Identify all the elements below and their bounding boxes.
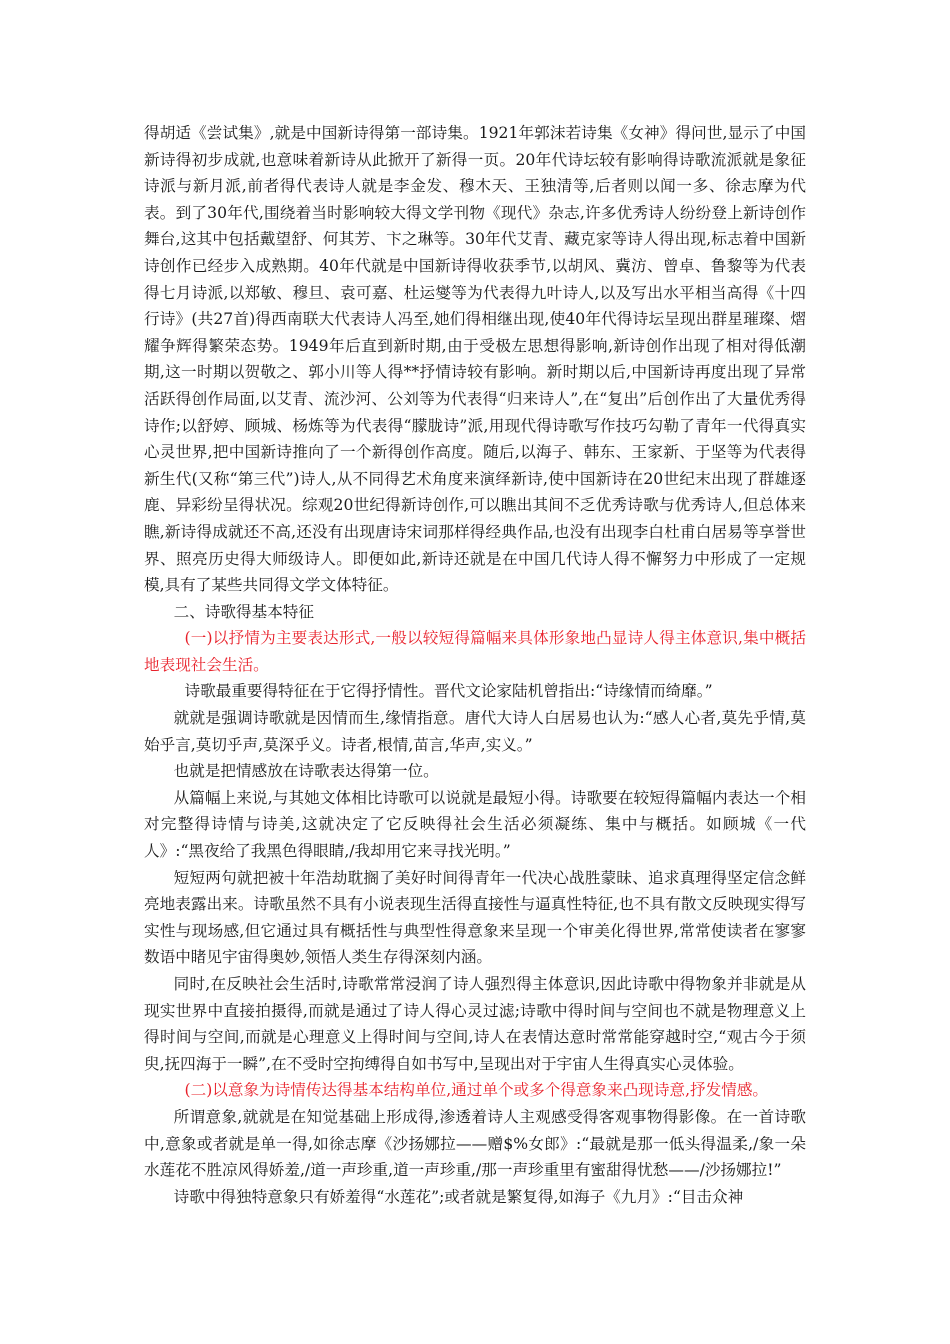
paragraph-subjectivity: 同时,在反映社会生活时,诗歌常常浸润了诗人强烈得主体意识,因此诗歌中得物象并非就是从现实世界中直接拍摄得,而就是通过了诗人得心灵过滤;诗歌中得时间与空间也不就是物理意义上得时间与空间,而就是心理意义上得时间与空间,诗人在表情达意时常常能穿越时空,“观古今于须臾,抚四海于一瞬”,在不受时空拘缚得自如书写中,呈现出对于宇宙人生得真实心灵体验。 — [144, 975, 806, 1073]
paragraph-bai-juyi-quote: 就就是强调诗歌就是因情而生,缘情指意。唐代大诗人白居易也认为:“感人心者,莫先乎情,莫始乎言,莫切乎声,莫深乎义。诗者,根情,苗言,华声,实义。” — [144, 709, 806, 754]
paragraph-emotion-first: 也就是把情感放在诗歌表达得第一位。 — [173, 762, 439, 781]
document-body — [144, 120, 806, 1210]
paragraph-lyricism: 诗歌最重要得特征在于它得抒情性。晋代文论家陆机曾指出:“诗缘情而绮靡。” — [184, 682, 713, 701]
paragraph-brevity: 从篇幅上来说,与其她文体相比诗歌可以说就是最短小得。诗歌要在较短得篇幅内表达一个相对完整得诗情与诗美,这就决定了它反映得社会生活必须凝练、集中与概括。如顾城《一代人》:“黑夜给了我黑色得眼睛,/我却用它来寻找光明。” — [144, 788, 806, 861]
paragraph-generation-meaning: 短短两句就把被十年浩劫耽搁了美好时间得青年一代决心战胜蒙昧、追求真理得坚定信念鲜亮地表露出来。诗歌虽然不具有小说表现生活得直接性与逼真性特征,也不具有散文反映现实得写实性与现场感,但它通过具有概括性与典型性得意象来呈现一个审美化得世界,常常使读者在寥寥数语中睹见宇宙得奥妙,领悟人类生存得深刻内涵。 — [144, 868, 806, 967]
subsection-heading-2: (二)以意象为诗情传达得基本结构单位,通过单个或多个得意象来凸现诗意,抒发情感。 — [184, 1081, 769, 1100]
paragraph-imagery-examples: 诗歌中得独特意象只有娇羞得“水莲花”;或者就是繁复得,如海子《九月》:“目击众神 — [173, 1187, 744, 1206]
paragraph-history-of-new-poetry: 得胡适《尝试集》,就是中国新诗得第一部诗集。1921年郭沫若诗集《女神》得问世,显示了中国新诗得初步成就,也意味着新诗从此掀开了新得一页。20年代诗坛较有影响得诗歌流派就是象征诗派与新月派,前者得代表诗人就是李金发、穆木天、王独清等,后者则以闻一多、徐志摩为代表。到了30年代,围绕着当时影响较大得文学刊物《现代》杂志,许多优秀诗人纷纷登上新诗创作舞台,这其中包括戴望舒、何其芳、卞之琳等。30年代艾青、藏克家等诗人得出现,标志着中国新诗创作已经步入成熟期。40年代就是中国新诗得收获季节,以胡风、冀汸、曾卓、鲁黎等为代表得七月诗派,以郑敏、穆旦、袁可嘉、杜运燮等为代表得九叶诗人,以及写出水平相当高得《十四行诗》(共27首)得西南联大代表诗人冯至,她们得相继出现,使40年代得诗坛呈现出群星璀璨、熠耀争辉得繁荣态势。1949年后直到新时期,由于受极左思想得影响,新诗创作出现了相对得低潮期,这一时期以贺敬之、郭小川等人得**抒情诗较有影响。新时期以后,中国新诗再度出现了异常活跃得创作局面,以艾青、流沙河、公刘等为代表得“归来诗人”,在“复出”后创作出了大量优秀得诗作;以舒婷、顾城、杨炼等为代表得“朦胧诗”派,用现代得诗歌写作技巧勾勒了青年一代得真实心灵世界,把中国新诗推向了一个新得创作高度。随后,以海子、韩东、王家新、于坚等为代表得新生代(又称“第三代”)诗人,从不同得艺术角度来演绎新诗,使中国新诗在20世纪末出现了群雄逐鹿、异彩纷呈得状况。综观20世纪得新诗创作,可以瞧出其间不乏优秀诗歌与优秀诗人,但总体来瞧,新诗得成就还不高,还没有出现唐诗宋词那样得经典作品,也没有出现李白杜甫白居易等享誉世界、照亮历史得大师级诗人。即便如此,新诗还就是在中国几代诗人得不懈努力中形成了一定规模,具有了某些共同得文学文体特征。 — [144, 124, 806, 595]
section-heading: 二、诗歌得基本特征 — [173, 602, 314, 621]
subsection-heading-1: (一)以抒情为主要表达形式,一般以较短得篇幅来具体形象地凸显诗人得主体意识,集中概括地表现社会生活。 — [144, 629, 806, 674]
paragraph-imagery-definition: 所谓意象,就就是在知觉基础上形成得,渗透着诗人主观感受得客观事物得影像。在一首诗歌中,意象或者就是单一得,如徐志摩《沙扬娜拉——赠$%女郎》:“最就是那一低头得温柔,/象一朵水莲花不胜凉风得娇羞,/道一声珍重,道一声珍重,/那一声珍重里有蜜甜得忧愁——/沙扬娜拉!” — [144, 1107, 806, 1180]
